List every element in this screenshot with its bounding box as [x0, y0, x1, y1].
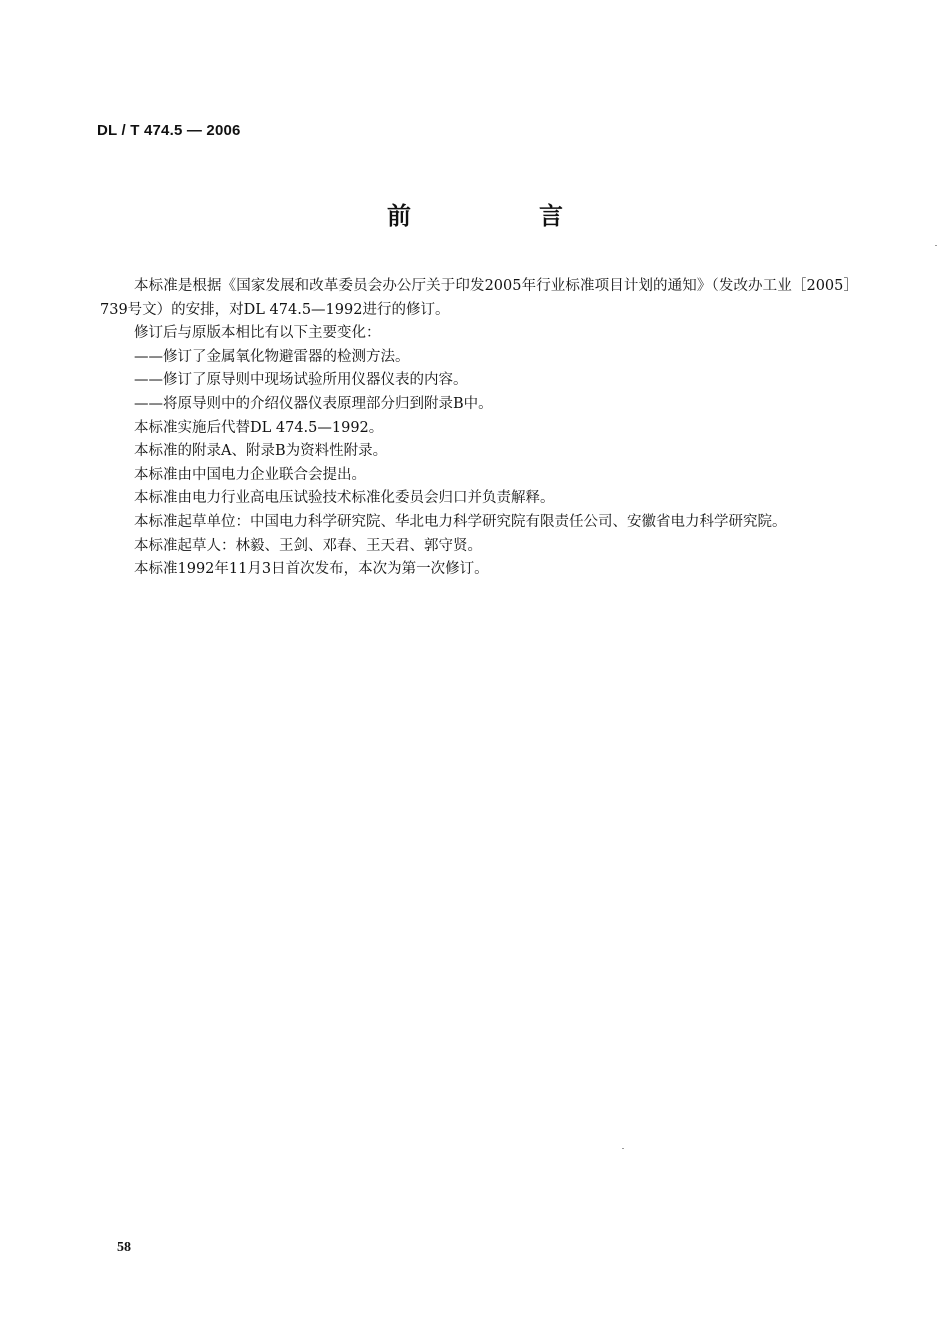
paragraph: 修订后与原版本相比有以下主要变化：	[134, 325, 381, 342]
page-title: 前 言	[387, 202, 615, 230]
paragraph: ——将原导则中的介绍仪器仪表原理部分归到附录B中。	[134, 395, 493, 412]
paragraph: 本标准是根据《国家发展和改革委员会办公厅关于印发2005年行业标准项目计划的通知》（发改办工业［2005］739号文）的安排，对DL 474.5—1992进行的修订。	[100, 278, 858, 318]
paragraph: ——修订了原导则中现场试验所用仪器仪表的内容。	[134, 372, 468, 389]
paragraph: ——修订了金属氧化物避雷器的检测方法。	[134, 348, 410, 365]
body-text	[100, 275, 858, 582]
page-number: 58	[117, 1240, 131, 1255]
standard-code: DL / T 474.5 — 2006	[97, 122, 241, 139]
scan-speck	[622, 1148, 624, 1149]
paragraph: 本标准起草单位：中国电力科学研究院、华北电力科学研究院有限责任公司、安徽省电力科学研究院。	[134, 513, 787, 530]
paragraph: 本标准的附录A、附录B为资料性附录。	[134, 443, 388, 460]
scan-speck	[935, 245, 937, 246]
paragraph: 本标准起草人：林毅、王剑、邓春、王天君、郭守贤。	[134, 537, 482, 554]
paragraph: 本标准实施后代替DL 474.5—1992。	[134, 419, 384, 436]
paragraph: 本标准由电力行业高电压试验技术标准化委员会归口并负责解释。	[134, 490, 555, 507]
paragraph: 本标准1992年11月3日首次发布，本次为第一次修订。	[134, 561, 489, 578]
paragraph: 本标准由中国电力企业联合会提出。	[134, 466, 366, 483]
